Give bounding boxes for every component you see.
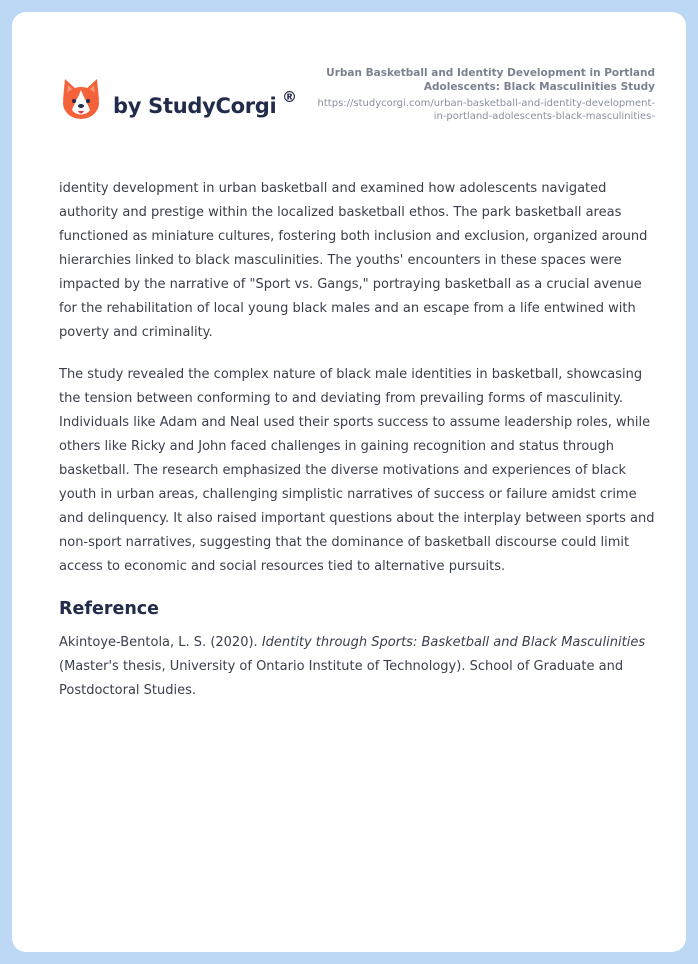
studycorgi-logo[interactable] [60, 76, 320, 128]
reference-author: Akintoye-Bentola, L. S. (2020). [59, 635, 262, 650]
document-url[interactable]: https://studycorgi.com/urban-basketball-and-identity-development-in-portland-adolescents-black-masculinities- [317, 98, 655, 122]
document-title: Urban Basketball and Identity Development in Portland Adolescents: Black Masculinities Study [326, 67, 655, 93]
document-body [59, 177, 659, 721]
reference-heading: Reference [59, 599, 160, 619]
body-paragraph-1: identity development in urban basketball and examined how adolescents navigated authority and prestige within the localized basketball ethos. The park basketball areas functioned as miniature cultures, fostering both inclusion and exclusion, organized around hierarchies linked to black masculinities. The youths' encounters in these spaces were impacted by the narrative of "Sport vs. Gangs," portraying basketball as a crucial avenue for the rehabilitation of local young black males and an escape from a life entwined with poverty and criminality. [59, 181, 648, 340]
document-page [12, 12, 686, 952]
registered-mark: ® [282, 88, 297, 106]
reference-entry [59, 631, 659, 703]
document-meta [315, 66, 655, 123]
logo-text: by StudyCorgi [113, 94, 277, 118]
page-header [12, 12, 686, 162]
reference-title: Identity through Sports: Basketball and Black Masculinities [261, 635, 646, 650]
reference-details: (Master's thesis, University of Ontario Institute of Technology). School of Graduate and Postdoctoral Studies. [59, 659, 624, 698]
body-paragraph-2: The study revealed the complex nature of black male identities in basketball, showcasing the tension between conforming to and deviating from prevailing forms of masculinity. Individuals like Adam and Neal used their sports success to assume leadership roles, while others like Ricky and John faced challenges in gaining recognition and status through basketball. The research emphasized the diverse motivations and experiences of black youth in urban areas, challenging simplistic narratives of success or failure amidst crime and delinquency. It also raised important questions about the interplay between sports and non-sport narratives, suggesting that the dominance of basketball discourse could limit access to economic and social resources tied to alternative pursuits. [59, 367, 655, 574]
corgi-icon [60, 76, 102, 122]
